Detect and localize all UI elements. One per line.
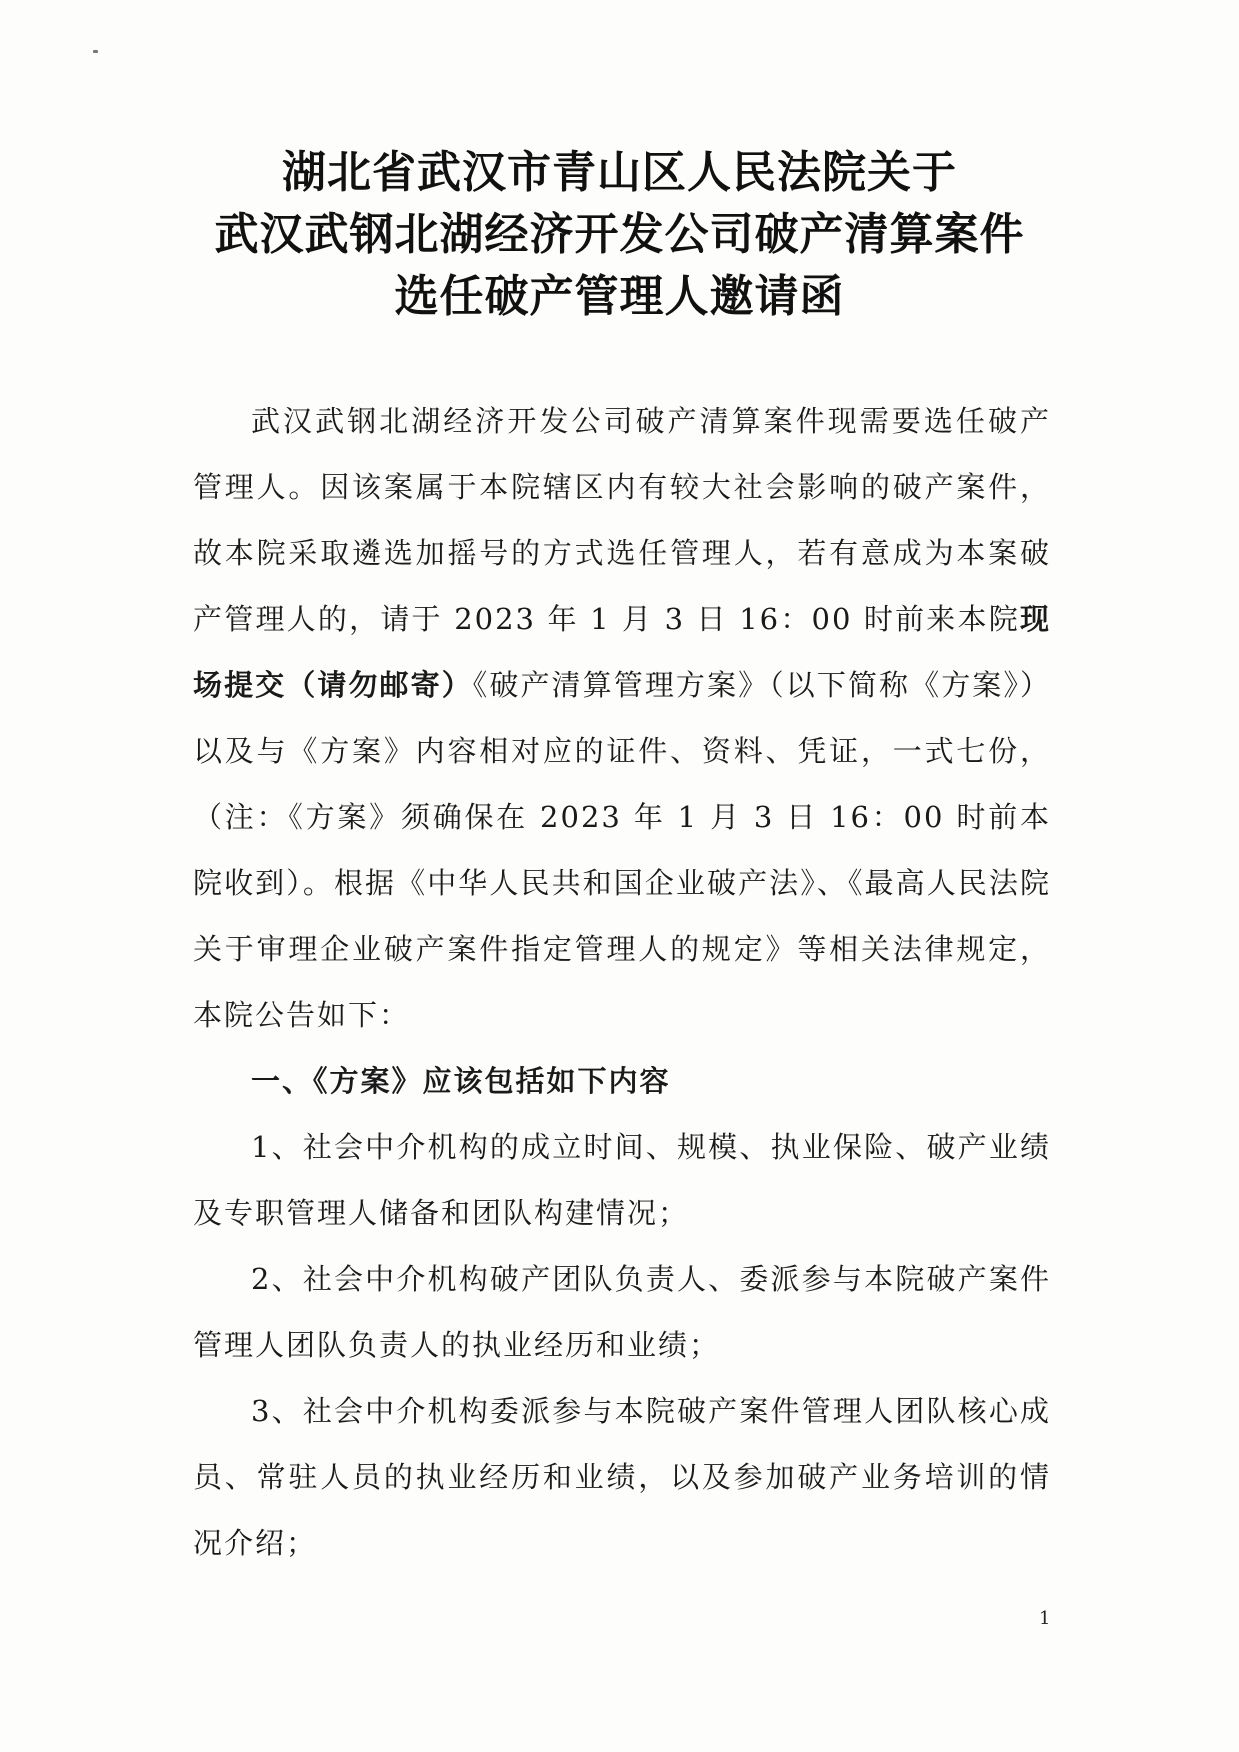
list-item: 1、社会中介机构的成立时间、规模、执业保险、破产业绩及专职管理人储备和团队构建情况； (193, 1130, 1051, 1230)
intro-bold-notice: 现场提交（请勿邮寄） (193, 602, 1051, 702)
intro-paragraph (193, 388, 1051, 1048)
document-title-line-1: 湖北省武汉市青山区人民法院关于 (282, 147, 957, 198)
document-title-line-3: 选任破产管理人邀请函 (394, 271, 845, 322)
section-heading: 一、《方案》应该包括如下内容 (251, 1064, 671, 1098)
intro-text-part-2: 《破产清算管理方案》（以下简称《方案》）以及与《方案》内容相对应的证件、资料、凭证，一式七份，（注：《方案》须确保在 2023 年 1 月 3 日 16：00 时前本院收到）。根据《中华人民共和国企业破产法》、《最高人民法院关于审理企业破产案件指定管理人的规定》等相关法律规定，本院公告如下： (193, 668, 1051, 1032)
document-title-line-2: 武汉武钢北湖经济开发公司破产清算案件 (214, 209, 1025, 260)
intro-text-part-1: 武汉武钢北湖经济开发公司破产清算案件现需要选任破产管理人。因该案属于本院辖区内有较大社会影响的破产案件，故本院采取遴选加摇号的方式选任管理人，若有意成为本案破产管理人的，请于 2023 年 1 月 3 日 16：00 时前来本院 (193, 404, 1051, 636)
list-item: 2、社会中介机构破产团队负责人、委派参与本院破产案件管理人团队负责人的执业经历和业绩； (193, 1262, 1051, 1362)
page-number: 1 (1039, 1608, 1051, 1629)
list-item: 3、社会中介机构委派参与本院破产案件管理人团队核心成员、常驻人员的执业经历和业绩，以及参加破产业务培训的情况介绍； (193, 1394, 1051, 1560)
scan-speck (93, 50, 98, 53)
document-body (193, 388, 1051, 1576)
